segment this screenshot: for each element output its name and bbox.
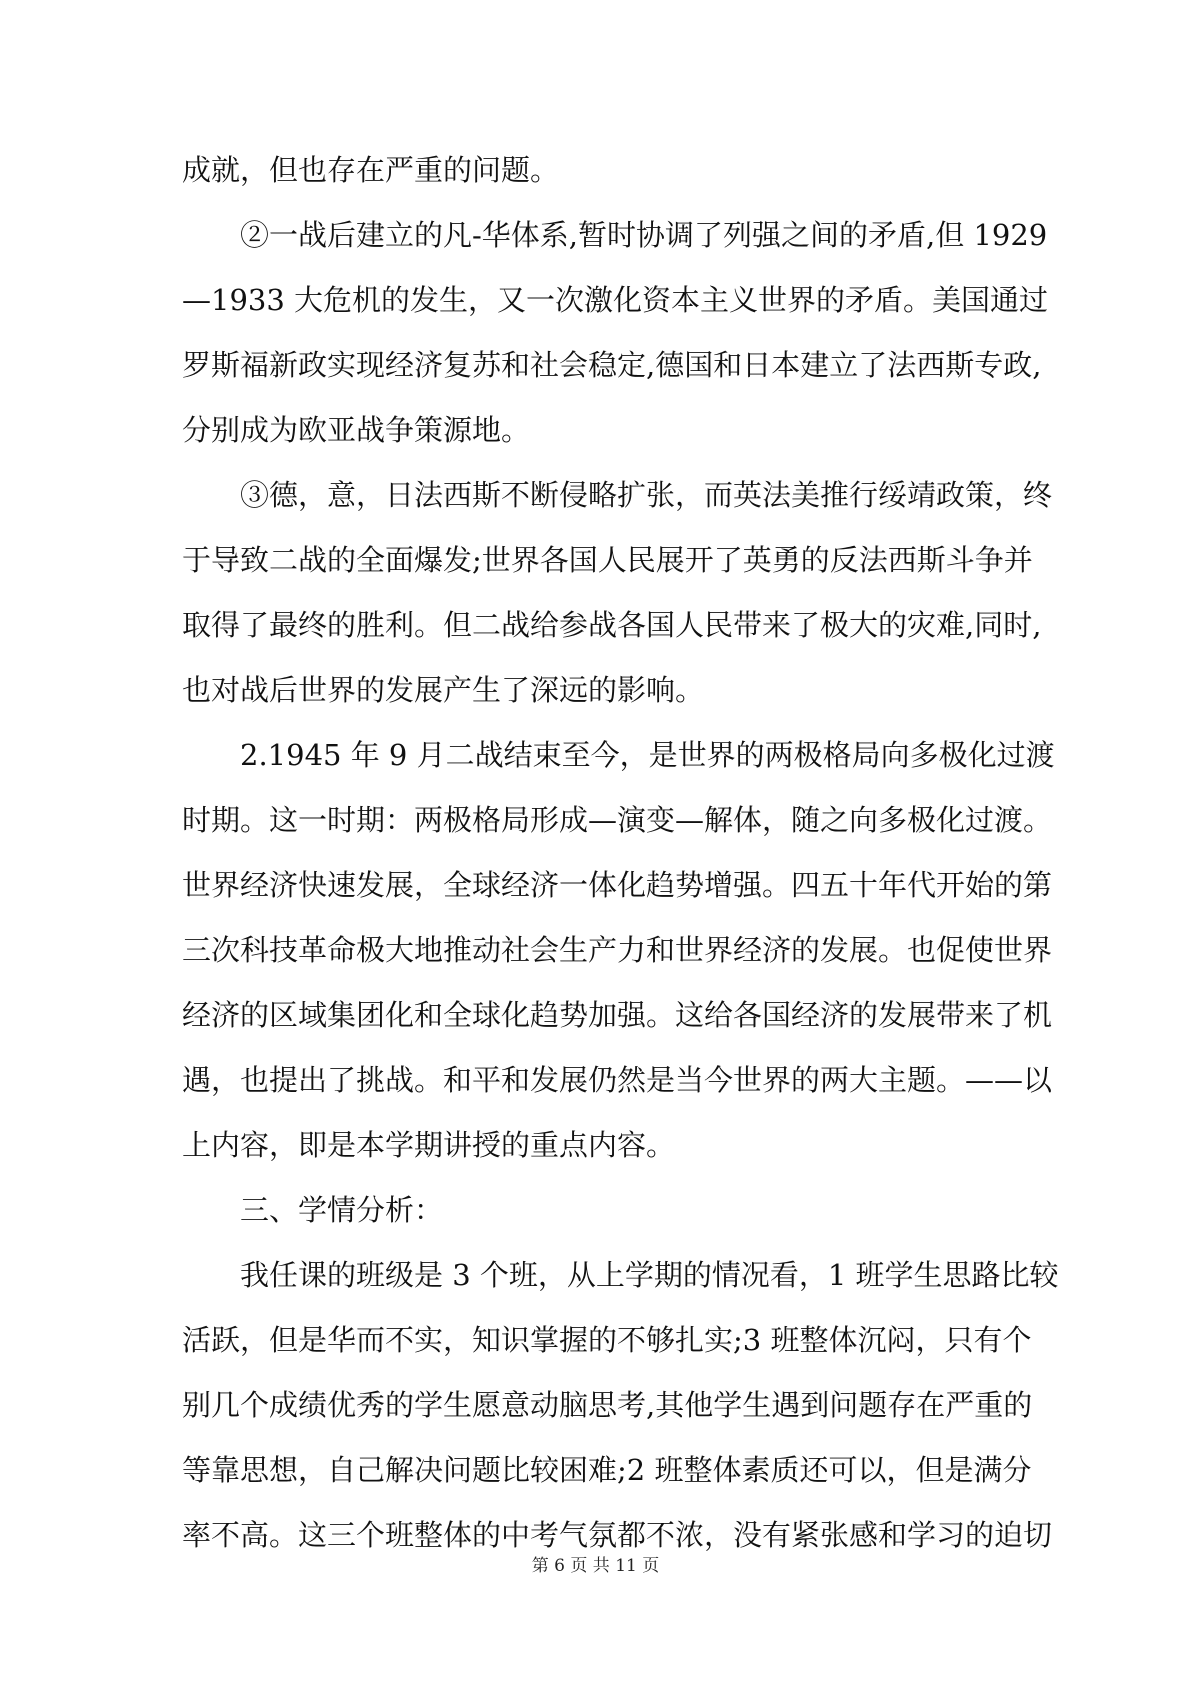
text-line: 2.1945 年 9 月二战结束至今，是世界的两极格局向多极化过渡 xyxy=(240,738,1055,772)
text-line: ③德，意，日法西斯不断侵略扩张，而英法美推行绥靖政策，终 xyxy=(240,478,1053,512)
text-line: 等靠思想，自己解决问题比较困难;2 班整体素质还可以，但是满分 xyxy=(182,1453,1032,1487)
page-number-label: 第 6 页 共 11 页 xyxy=(531,1556,660,1576)
text-line: —1933 大危机的发生，又一次激化资本主义世界的矛盾。美国通过 xyxy=(182,283,1049,317)
text-line: 三次科技革命极大地推动社会生产力和世界经济的发展。也促使世界 xyxy=(182,933,1053,967)
text-line: 分别成为欧亚战争策源地。 xyxy=(182,413,531,447)
text-line: 别几个成绩优秀的学生愿意动脑思考,其他学生遇到问题存在严重的 xyxy=(182,1388,1033,1422)
text-line: 于导致二战的全面爆发;世界各国人民展开了英勇的反法西斯斗争并 xyxy=(182,543,1033,577)
text-line: 成就，但也存在严重的问题。 xyxy=(182,153,560,187)
text-line: 活跃，但是华而不实，知识掌握的不够扎实;3 班整体沉闷，只有个 xyxy=(182,1323,1032,1357)
page-footer xyxy=(0,1551,1191,1576)
text-line: 时期。这一时期：两极格局形成—演变—解体，随之向多极化过渡。 xyxy=(182,803,1053,837)
text-line: ②一战后建立的凡-华体系,暂时协调了列强之间的矛盾,但 1929 xyxy=(240,218,1048,252)
document-body xyxy=(182,138,1059,1568)
text-line: 我任课的班级是 3 个班，从上学期的情况看，1 班学生思路比较 xyxy=(240,1258,1059,1292)
text-line: 也对战后世界的发展产生了深远的影响。 xyxy=(182,673,705,707)
text-line: 三、学情分析： xyxy=(240,1193,444,1227)
text-line: 上内容，即是本学期讲授的重点内容。 xyxy=(182,1128,676,1162)
text-line: 率不高。这三个班整体的中考气氛都不浓，没有紧张感和学习的迫切 xyxy=(182,1518,1053,1552)
text-line: 取得了最终的胜利。但二战给参战各国人民带来了极大的灾难,同时, xyxy=(182,608,1042,642)
text-line: 经济的区域集团化和全球化趋势加强。这给各国经济的发展带来了机 xyxy=(182,998,1053,1032)
text-line: 罗斯福新政实现经济复苏和社会稳定,德国和日本建立了法西斯专政, xyxy=(182,348,1042,382)
text-line: 世界经济快速发展，全球经济一体化趋势增强。四五十年代开始的第 xyxy=(182,868,1053,902)
text-line: 遇，也提出了挑战。和平和发展仍然是当今世界的两大主题。——以 xyxy=(182,1063,1053,1097)
